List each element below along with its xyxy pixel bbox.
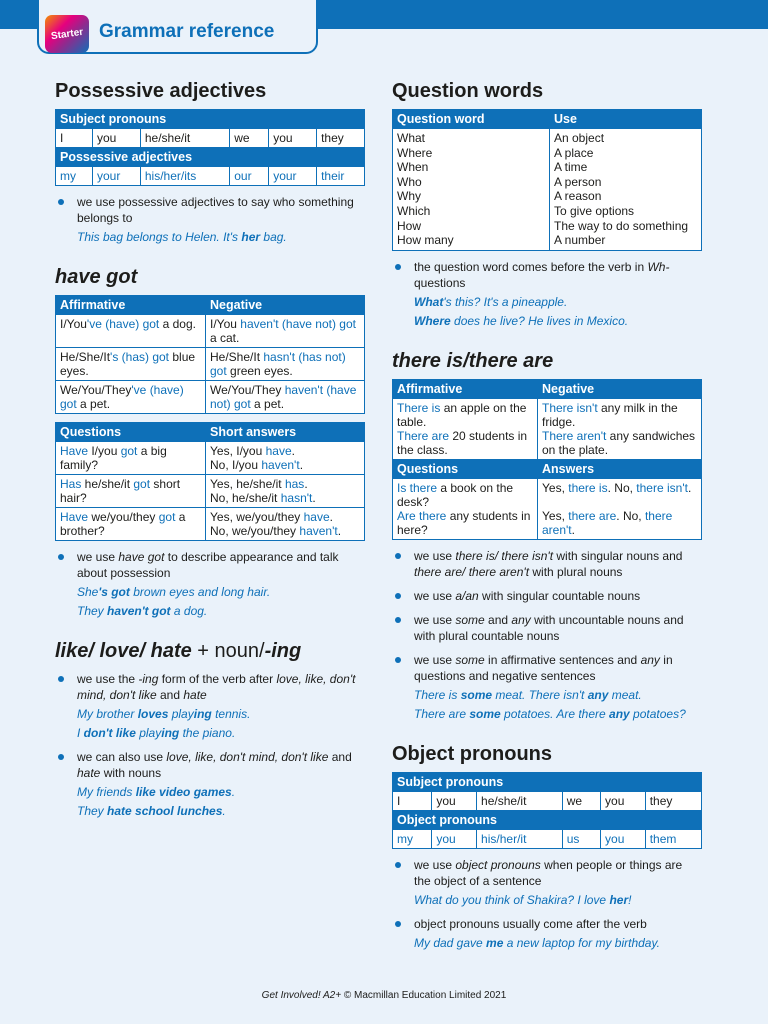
there-bullet-1: we use there is/ there isn't with singular nouns and there are/ there aren't with plural nouns [392, 548, 702, 580]
starter-logo: Starter [45, 15, 89, 53]
like-bullet-1: we use the -ing form of the verb after love, like, don't mind, don't like and hate [55, 671, 365, 703]
table-row: Is there a book on the desk? Are there any students in here? Yes, there is. No, there isn't. Yes, there are. No, there aren't. [393, 478, 702, 539]
questions-header: Questions [393, 459, 538, 478]
object-pronouns-section [392, 742, 702, 951]
questions-header: Questions [56, 423, 206, 442]
question-words-title: Question words [392, 80, 544, 102]
like-bullet-2: we can also use love, like, don't mind, don't like and hate with nouns [55, 749, 365, 781]
object-example-2: My dad gave me a new laptop for my birthday. [414, 935, 660, 950]
object-pronouns-row: my you his/her/it us you them [393, 829, 702, 848]
like-love-hate-section [55, 639, 365, 819]
table-row: I/You've (have) got a dog. I/You haven't (have not) got a cat. [56, 315, 365, 348]
right-column [392, 79, 702, 951]
object-pronouns-header: Object pronouns [393, 810, 702, 829]
table-row: How many A number [393, 233, 702, 250]
table-row: We/You/They've (have) got a pet. We/You/They haven't (have not) got a pet. [56, 381, 365, 414]
question-words-table [392, 109, 702, 251]
subject-pronouns-header: Subject pronouns [56, 110, 365, 129]
there-bullet-3: we use some and any with uncountable nouns and with plural countable nouns [392, 612, 702, 644]
table-row: How The way to do something [393, 219, 702, 234]
possessive-table [55, 109, 365, 186]
have-got-section [55, 265, 365, 619]
question-words-example-2: Where does he live? He lives in Mexico. [414, 313, 629, 328]
have-got-bullet: we use have got to describe appearance and talk about possession [55, 549, 365, 581]
there-is-title: there is/there are [392, 349, 554, 372]
table-row: Have I/you got a big family? Yes, I/you have. No, I/you haven't. [56, 442, 365, 475]
table-row: Have we/you/they got a brother? Yes, we/you/they have. No, we/you/they haven't. [56, 508, 365, 541]
object-bullet-1: we use object pronouns when people or things are the object of a sentence [392, 857, 702, 889]
like-example-1: My brother loves playing tennis. [77, 707, 251, 721]
subject-pronouns-header: Subject pronouns [393, 772, 702, 791]
affirmative-header: Affirmative [393, 379, 538, 398]
object-example-1: What do you think of Shakira? I love her! [414, 892, 632, 907]
affirmative-header: Affirmative [56, 296, 206, 315]
table-row: When A time [393, 160, 702, 175]
table-row: Which To give options [393, 204, 702, 219]
possessive-bullet: we use possessive adjectives to say who something belongs to [55, 194, 365, 226]
short-answers-header: Short answers [206, 423, 365, 442]
like-example-3: My friends like video games. [77, 785, 236, 799]
table-row: There is an apple on the table. There are 20 students in the class. There isn't any milk in the fridge. There aren't any sandwiches on the plate. [393, 398, 702, 459]
question-words-section [392, 79, 702, 329]
possessive-title: Possessive adjectives [55, 80, 267, 102]
subject-pronouns-row: I you he/she/it we you they [393, 791, 702, 810]
have-got-example-1: She's got brown eyes and long hair. [77, 585, 271, 599]
possessive-adjectives-row: my your his/her/its our your their [56, 167, 365, 186]
possessive-example: This bag belongs to Helen. It's her bag. [77, 230, 287, 244]
table-row: Where A place [393, 146, 702, 161]
possessive-adjectives-header: Possessive adjectives [56, 148, 365, 167]
table-row: Who A person [393, 175, 702, 190]
table-row: He/She/It's (has) got blue eyes. He/She/It hasn't (has not) got green eyes. [56, 348, 365, 381]
negative-header: Negative [538, 379, 702, 398]
there-bullet-2: we use a/an with singular countable nouns [392, 588, 702, 604]
like-example-4: They hate school lunches. [77, 804, 226, 818]
question-words-example-1: What's this? It's a pineapple. [414, 294, 568, 309]
page-footer: Get Involved! A2+ © Macmillan Education Limited 2021 [261, 990, 507, 1001]
have-got-example-2: They haven't got a dog. [77, 604, 208, 618]
table-row: Why A reason [393, 189, 702, 204]
have-got-table [55, 295, 365, 414]
use-header: Use [550, 110, 702, 129]
there-example-1: There is some meat. There isn't any meat. [414, 687, 642, 702]
object-pronouns-table [392, 772, 702, 849]
like-love-hate-title: like/ love/ hate + noun/-ing [55, 640, 302, 662]
table-row: Has he/she/it got short hair? Yes, he/she/it has. No, he/she/it hasn't. [56, 475, 365, 508]
answers-header: Answers [538, 459, 702, 478]
subject-pronouns-row: I you he/she/it we you they [56, 129, 365, 148]
there-example-2: There are some potatoes. Are there any potatoes? [414, 706, 686, 721]
there-is-table [392, 379, 702, 540]
there-is-section [392, 349, 702, 722]
there-bullet-4: we use some in affirmative sentences and any in questions and negative sentences [392, 652, 702, 684]
question-words-bullet: the question word comes before the verb in Wh- questions [392, 259, 702, 291]
question-word-header: Question word [393, 110, 550, 129]
table-row: What An object [393, 129, 702, 146]
like-example-2: I don't like playing the piano. [77, 726, 236, 740]
have-got-questions-table [55, 422, 365, 541]
have-got-title: have got [55, 266, 138, 288]
possessive-adjectives-section [55, 79, 365, 245]
object-bullet-2: object pronouns usually come after the verb [392, 916, 702, 932]
left-column [55, 79, 365, 819]
object-pronouns-title: Object pronouns [392, 742, 552, 765]
negative-header: Negative [206, 296, 365, 315]
page-title: Grammar reference [99, 21, 275, 42]
